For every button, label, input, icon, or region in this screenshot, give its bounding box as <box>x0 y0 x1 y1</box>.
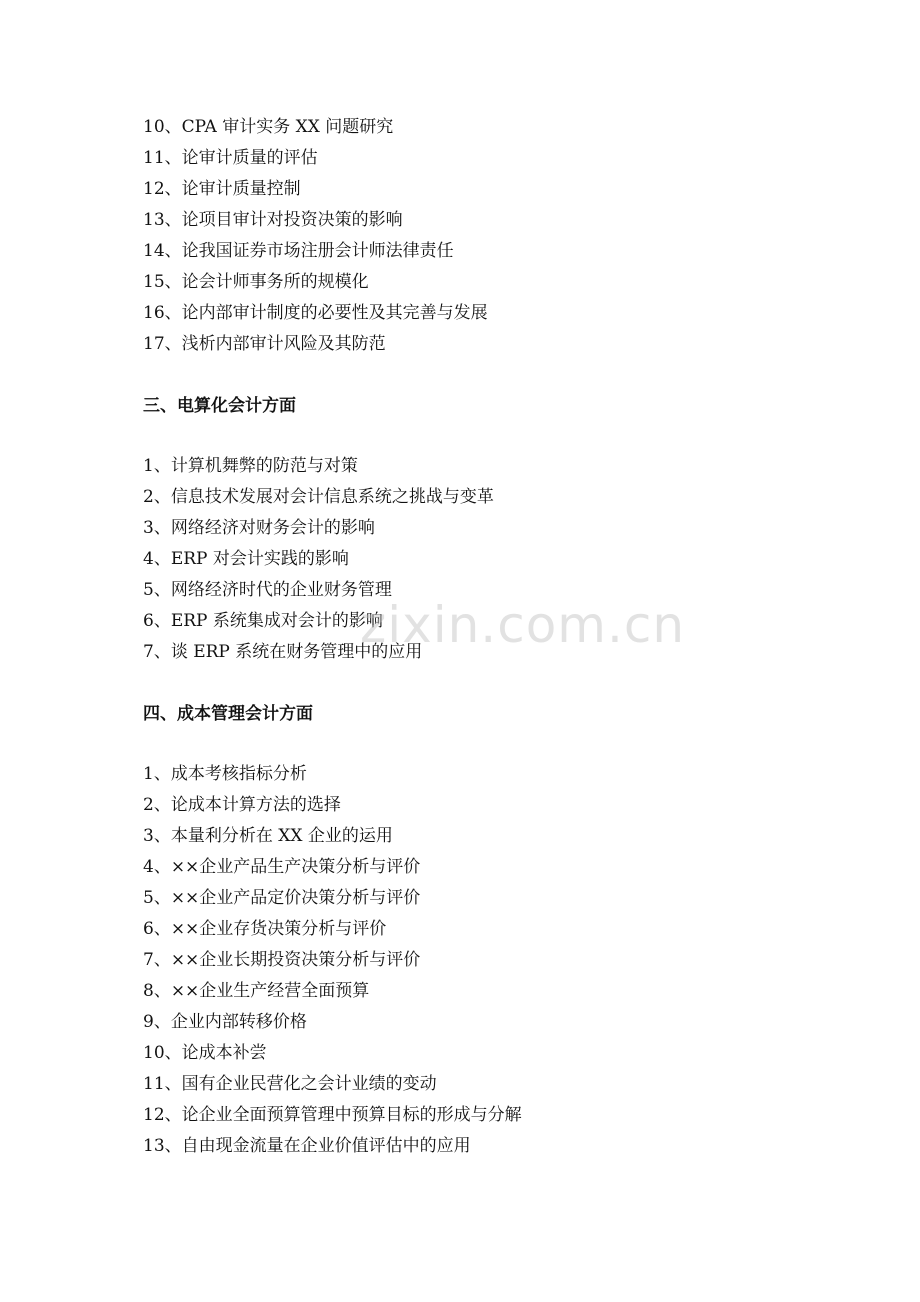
list-item: 10、CPA 审计实务 XX 问题研究 <box>143 117 394 137</box>
list-item: 7、谈 ERP 系统在财务管理中的应用 <box>143 642 423 662</box>
list-item: 2、信息技术发展对会计信息系统之挑战与变革 <box>143 487 494 507</box>
section-heading: 四、成本管理会计方面 <box>143 704 313 724</box>
list-item: 13、论项目审计对投资决策的影响 <box>143 210 403 230</box>
section2-list <box>143 112 843 360</box>
list-item: 8、××企业生产经营全面预算 <box>143 981 370 1001</box>
list-item: 3、网络经济对财务会计的影响 <box>143 518 375 538</box>
list-item: 12、论审计质量控制 <box>143 179 301 199</box>
section-heading: 三、电算化会计方面 <box>143 396 296 416</box>
list-item: 9、企业内部转移价格 <box>143 1012 307 1032</box>
list-item: 6、××企业存货决策分析与评价 <box>143 919 387 939</box>
list-item: 11、国有企业民营化之会计业绩的变动 <box>143 1074 437 1094</box>
list-item: 14、论我国证券市场注册会计师法律责任 <box>143 241 454 261</box>
list-item: 5、××企业产品定价决策分析与评价 <box>143 888 421 908</box>
list-item: 4、××企业产品生产决策分析与评价 <box>143 857 421 877</box>
section4-list <box>143 759 843 1162</box>
list-item: 1、计算机舞弊的防范与对策 <box>143 456 358 476</box>
list-item: 6、ERP 系统集成对会计的影响 <box>143 611 383 631</box>
list-item: 17、浅析内部审计风险及其防范 <box>143 334 386 354</box>
list-item: 10、论成本补尝 <box>143 1043 267 1063</box>
list-item: 4、ERP 对会计实践的影响 <box>143 549 349 569</box>
list-item: 5、网络经济时代的企业财务管理 <box>143 580 392 600</box>
list-item: 1、成本考核指标分析 <box>143 764 307 784</box>
list-item: 12、论企业全面预算管理中预算目标的形成与分解 <box>143 1105 522 1125</box>
list-item: 11、论审计质量的评估 <box>143 148 318 168</box>
watermark: zixin.com.cn <box>360 596 686 654</box>
list-item: 16、论内部审计制度的必要性及其完善与发展 <box>143 303 488 323</box>
list-item: 3、本量利分析在 XX 企业的运用 <box>143 826 393 846</box>
list-item: 2、论成本计算方法的选择 <box>143 795 341 815</box>
list-item: 15、论会计师事务所的规模化 <box>143 272 369 292</box>
list-item: 13、自由现金流量在企业价值评估中的应用 <box>143 1136 471 1156</box>
list-item: 7、××企业长期投资决策分析与评价 <box>143 950 421 970</box>
